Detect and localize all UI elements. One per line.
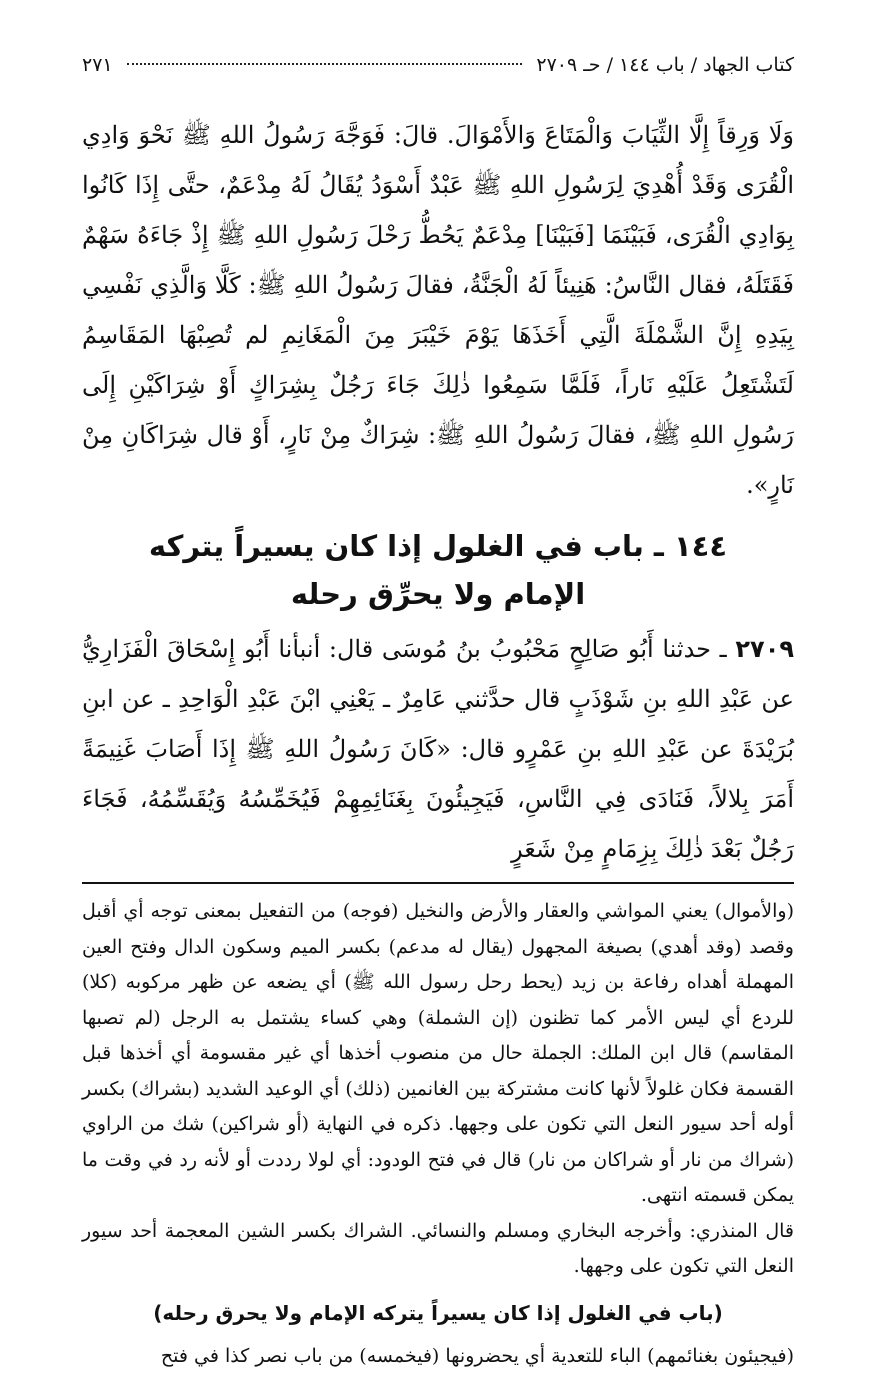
commentary-paragraph-2: قال المنذري: وأخرجه البخاري ومسلم والنسائي. الشراك بكسر الشين المعجمة أحد سيور النعل التي تكون على وجهها. (82, 1214, 794, 1285)
page-number: ٢٧١ (82, 52, 113, 78)
hadith-2709 (82, 624, 794, 874)
commentary-paragraph-3: (فيجيئون بغنائمهم) الباء للتعدية أي يحضرونها (فيخمسه) من باب نصر كذا في فتح (82, 1339, 794, 1374)
hadith-text: ـ حدثنا أَبُو صَالِحٍ مَحْبُوبُ بنُ مُوسَى قال: أنبأنا أَبُو إِسْحَاقَ الْفَزَارِيُّ عن عَبْدِ اللهِ بنِ شَوْذَبٍ قال حدَّثني عَامِرٌ ـ يَعْنِي ابْنَ عَبْدِ الْوَاحِدِ ـ عن ابنِ بُرَيْدَةَ عن عَبْدِ اللهِ بنِ عَمْرٍو قال: «كَانَ رَسُولُ اللهِ ﷺ إِذَا أَصَابَ غَنِيمَةً أَمَرَ بِلالاً، فَنَادَى فِي النَّاسِ، فَيَجِيئُونَ بِغَنَائِمِهِمْ فَيُخَمِّسُهُ وَيُقَسِّمُهُ، فَجَاءَ رَجُلٌ بَعْدَ ذٰلِكَ بِزِمَامٍ مِنْ شَعَرٍ (82, 635, 794, 863)
chapter-heading-line-1: ١٤٤ ـ باب في الغلول إذا كان يسيراً يتركه (82, 522, 794, 570)
chapter-heading-line-2: الإمام ولا يحرِّق رحله (82, 570, 794, 618)
footnote-divider (82, 882, 794, 884)
hadith-number: ٢٧٠٩ (735, 635, 794, 663)
header-dot-leader (127, 63, 523, 65)
hadith-continuation: وَلَا وَرِقاً إِلَّا الثِّيَابَ وَالْمَتَاعَ وَالأَمْوَالَ. قالَ: فَوَجَّهَ رَسُولُ اللهِ ﷺ نَحْوَ وَادِي الْقُرَى وَقَدْ أُهْدِيَ لِرَسُولِ اللهِ ﷺ عَبْدٌ أَسْوَدُ يُقَالُ لَهُ مِدْعَمٌ، حتَّى إِذَا كَانُوا بِوَادِي الْقُرَى، فَبَيْنَمَا [فَبَيْنَا] مِدْعَمٌ يَحُطُّ رَحْلَ رَسُولِ اللهِ ﷺ إِذْ جَاءَهُ سَهْمٌ فَقَتَلَهُ، فقال النَّاسُ: هَنِيئاً لَهُ الْجَنَّةُ، فقالَ رَسُولُ اللهِ ﷺ: كَلَّا وَالَّذِي نَفْسِي بِيَدِهِ إِنَّ الشَّمْلَةَ الَّتِي أَخَذَهَا يَوْمَ خَيْبَرَ مِنَ الْمَغَانِمِ لم تُصِبْهَا المَقَاسِمُ لَتَشْتَعِلُ عَلَيْهِ نَاراً، فَلَمَّا سَمِعُوا ذٰلِكَ جَاءَ رَجُلٌ بِشِرَاكٍ أَوْ شِرَاكَيْنِ إِلَى رَسُولِ اللهِ ﷺ، فقالَ رَسُولُ اللهِ ﷺ: شِرَاكٌ مِنْ نَارٍ، أَوْ قال شِرَاكَانِ مِنْ نَارٍ». (82, 110, 794, 510)
commentary-paragraph-1: (والأموال) يعني المواشي والعقار والأرض والنخيل (فوجه) من التفعيل بمعنى توجه أي أقبل وقصد (وقد أهدي) بصيغة المجهول (يقال له مدعم) بكسر الميم وسكون الدال وفتح العين المهملة أهداه رفاعة بن زيد (يحط رحل رسول الله ﷺ) أي يضعه عن ظهر مركوبه (كلا) للردع أي ليس الأمر كما تظنون (إن الشملة) وهي كساء يشتمل به الرجل (لم تصبها المقاسم) قال ابن الملك: الجملة حال من منصوب أخذها أي غير مقسومة أي أخذها قبل القسمة فكان غلولاً لأنها كانت مشتركة بين الغانمين (ذلك) أي الوعيد الشديد (بشراك) بكسر أوله أحد سيور النعل التي تكون على وجهها. ذكره في النهاية (أو شراكين) شك من الراوي (شراك من نار أو شراكان من نار) قال في فتح الودود: أي لولا رددت أو لأنه رد في وقت ما يمكن قسمته انتهى. (82, 894, 794, 1214)
commentary-chapter-heading: (باب في الغلول إذا كان يسيراً يتركه الإمام ولا يحرق رحله) (82, 1291, 794, 1335)
running-header (82, 52, 794, 82)
running-title: كتاب الجهاد / باب ١٤٤ / حـ ٢٧٠٩ (536, 52, 794, 78)
commentary (82, 894, 794, 1374)
book-page (82, 52, 794, 1303)
chapter-heading (82, 522, 794, 618)
